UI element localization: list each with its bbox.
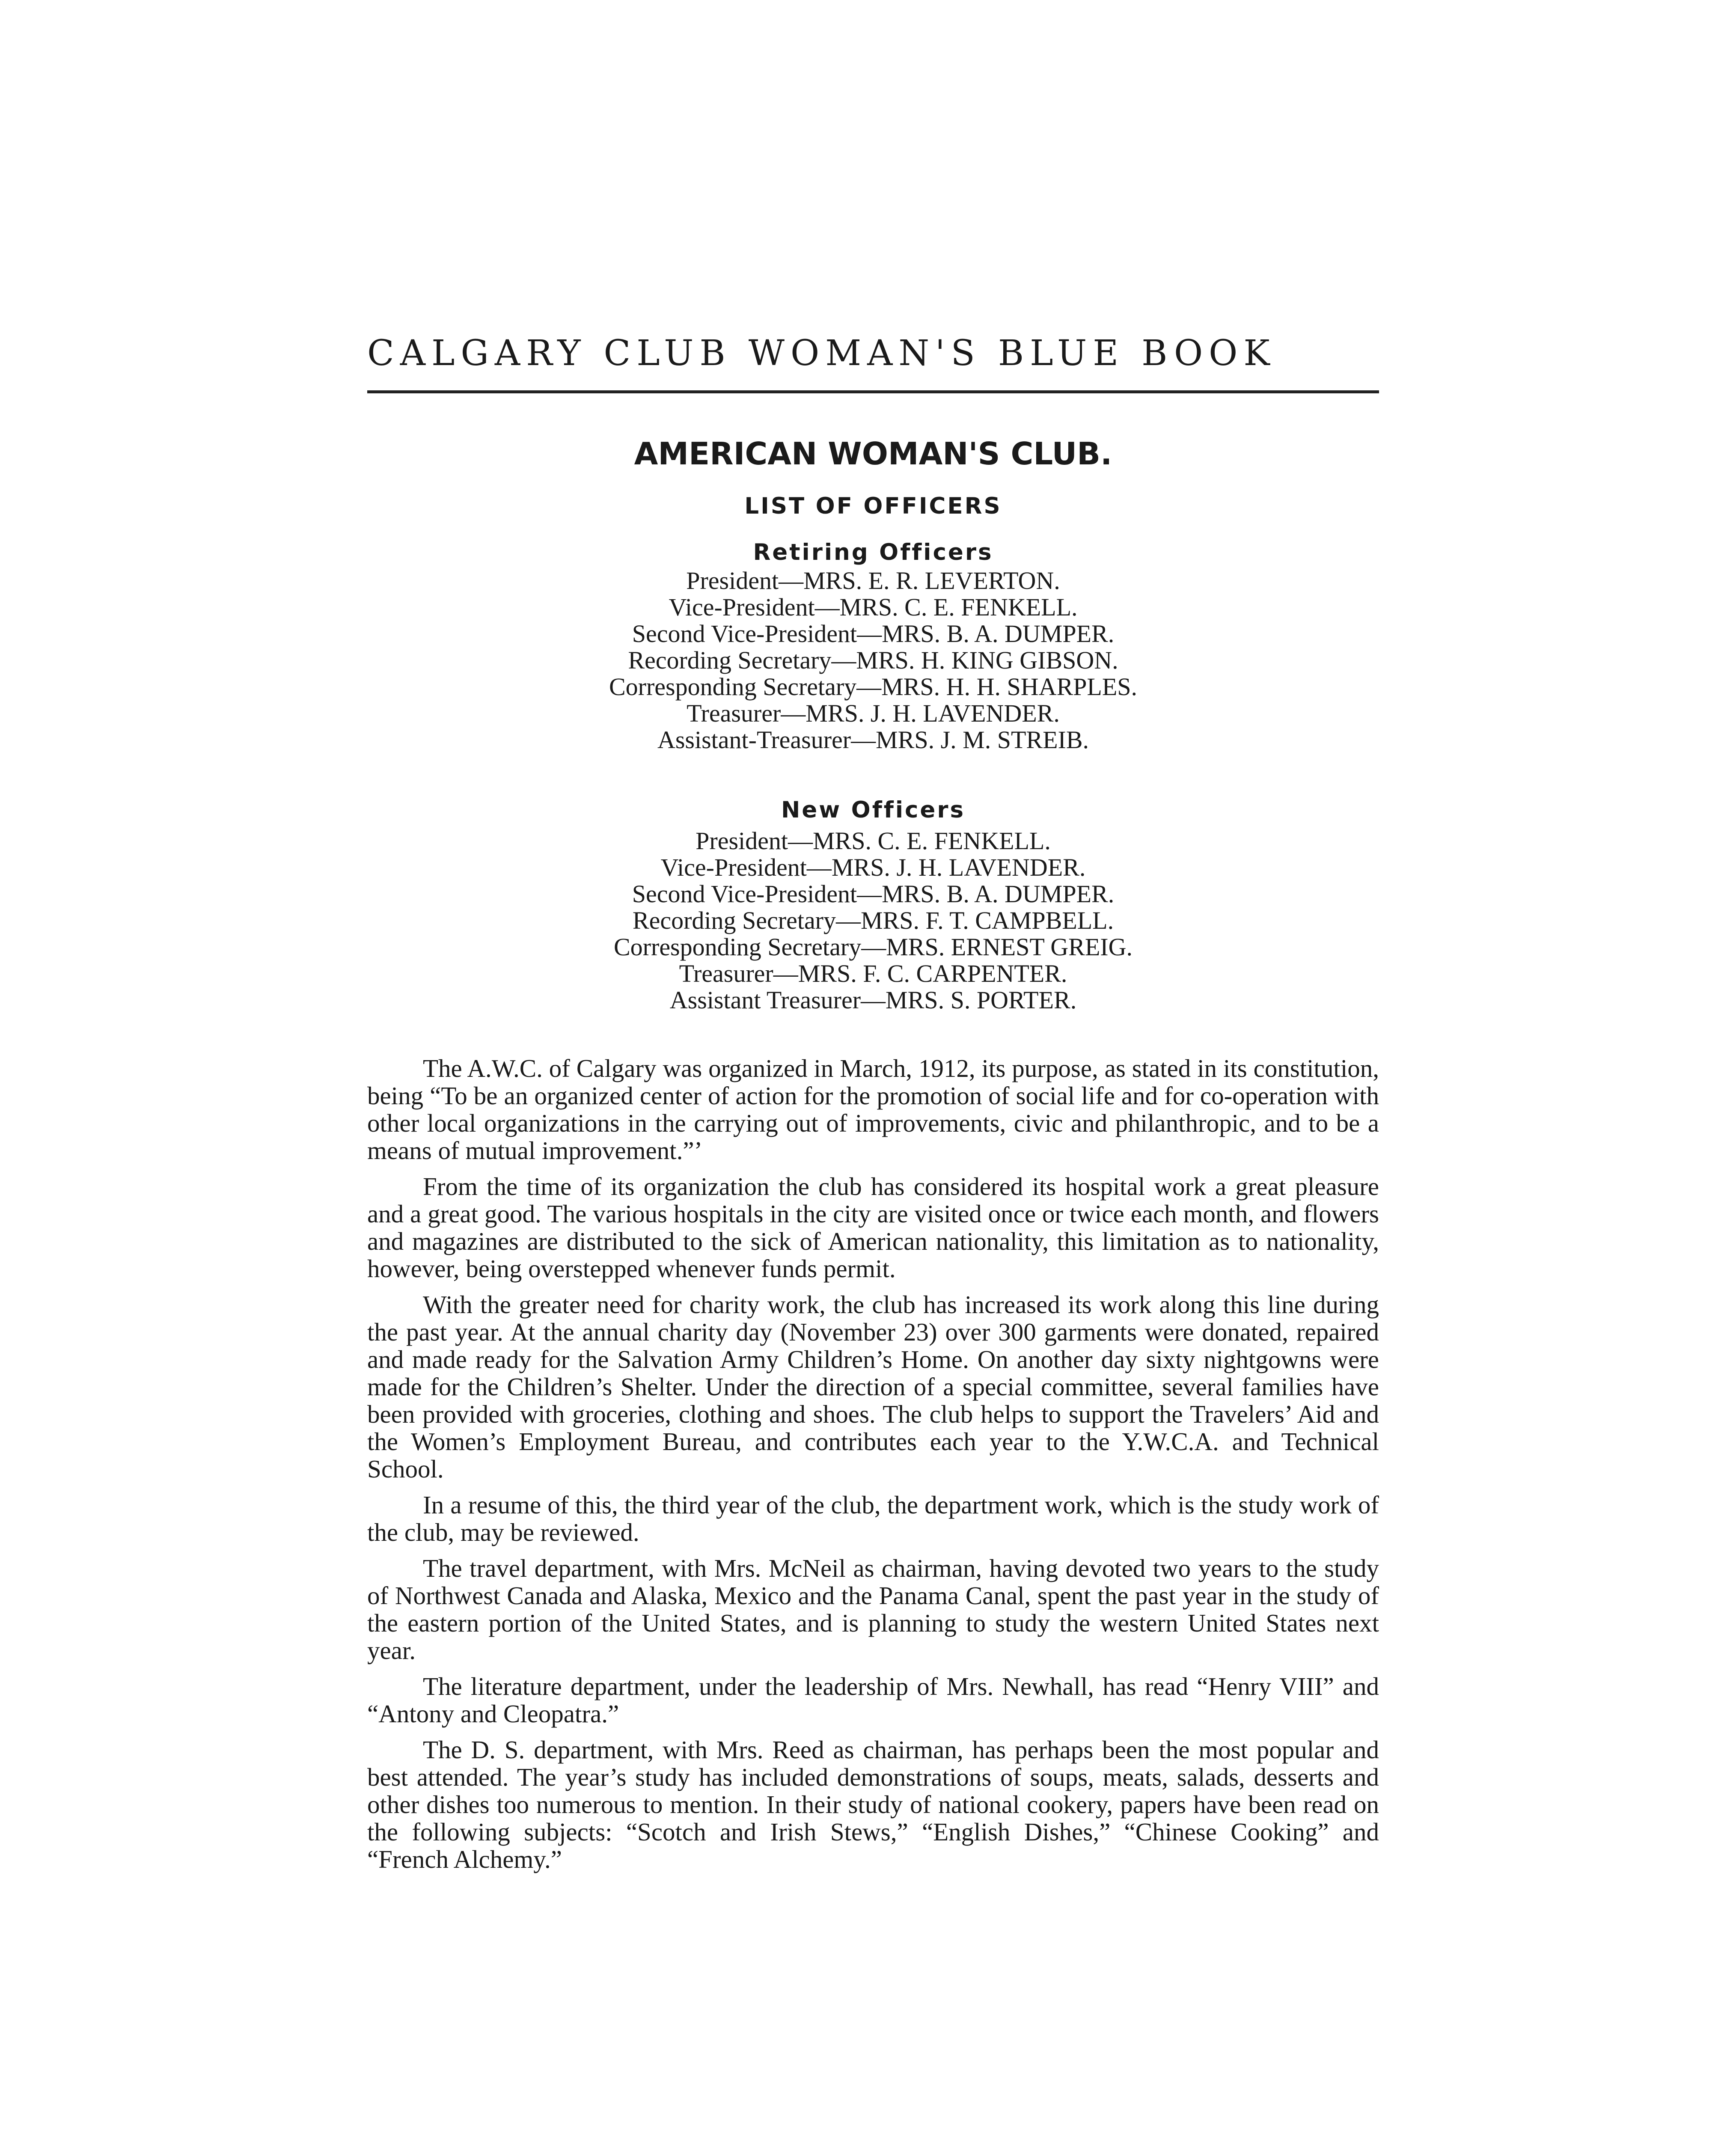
- club-title: AMERICAN WOMAN'S CLUB.: [634, 436, 1112, 472]
- running-header: CALGARY CLUB WOMAN'S BLUE BOOK: [367, 333, 1276, 374]
- officer-line: Treasurer—MRS. F. C. CARPENTER.: [679, 960, 1067, 987]
- officer-line: President—MRS. C. E. FENKELL.: [696, 827, 1051, 855]
- header-rule: [367, 390, 1379, 393]
- new-officers-list: [367, 828, 1379, 1014]
- officer-line: Corresponding Secretary—MRS. H. H. SHARPLES.: [609, 673, 1138, 701]
- paragraph: With the greater need for charity work, the club has increased its work along this line during the past year. At the annual charity day (November 23) over 300 garments were donated, repaired and made ready for the Salvation Army Children’s Home. On another day sixty nightgowns were made for the Children’s Shelter. Under the direction of a special committee, several families have been provided with groceries, clothing and shoes. The club helps to support the Travelers’ Aid and the Women’s Employment Bureau, and contributes each year to the Y.W.C.A. and Technical School.: [367, 1290, 1379, 1483]
- officer-line: President—MRS. E. R. LEVERTON.: [686, 567, 1060, 594]
- officer-line: Vice-President—MRS. C. E. FENKELL.: [669, 593, 1078, 621]
- officer-line: Second Vice-President—MRS. B. A. DUMPER.: [632, 620, 1115, 648]
- body-text: [367, 1055, 1379, 1881]
- paragraph: In a resume of this, the third year of the club, the department work, which is the study work of the club, may be reviewed.: [367, 1491, 1379, 1546]
- officer-line: Corresponding Secretary—MRS. ERNEST GREIG.: [614, 933, 1133, 961]
- new-officers-heading: New Officers: [781, 797, 966, 823]
- officer-line: Assistant-Treasurer—MRS. J. M. STREIB.: [657, 726, 1089, 754]
- retiring-officers-heading: Retiring Officers: [753, 539, 993, 565]
- officer-line: Recording Secretary—MRS. H. KING GIBSON.: [628, 646, 1118, 674]
- retiring-officers-list: [367, 568, 1379, 753]
- officer-line: Treasurer—MRS. J. H. LAVENDER.: [687, 699, 1060, 727]
- paragraph: The D. S. department, with Mrs. Reed as chairman, has perhaps been the most popular and best attended. The year’s study has included demonstrations of soups, meats, salads, desserts and other dishes too numerous to mention. In their study of national cookery, papers have been read on the following subjects: “Scotch and Irish Stews,” “English Dishes,” “Chinese Cooking” and “French Alchemy.”: [367, 1736, 1379, 1873]
- officer-line: Assistant Treasurer—MRS. S. PORTER.: [669, 986, 1077, 1014]
- officer-line: Vice-President—MRS. J. H. LAVENDER.: [660, 853, 1086, 881]
- officer-line: Recording Secretary—MRS. F. T. CAMPBELL.: [632, 907, 1114, 934]
- paragraph: The A.W.C. of Calgary was organized in March, 1912, its purpose, as stated in its constitution, being “To be an organized center of action for the promotion of social life and for co-operation with other local organizations in the carrying out of improvements, civic and philanthropic, and to be a means of mutual improvement.”’: [367, 1054, 1379, 1165]
- officer-line: Second Vice-President—MRS. B. A. DUMPER.: [632, 880, 1115, 908]
- paragraph: The travel department, with Mrs. McNeil as chairman, having devoted two years to the study of Northwest Canada and Alaska, Mexico and the Panama Canal, spent the past year in the study of the eastern portion of the United States, and is planning to study the western United States next year.: [367, 1554, 1379, 1664]
- paragraph: The literature department, under the leadership of Mrs. Newhall, has read “Henry VIII” and “Antony and Cleopatra.”: [367, 1672, 1379, 1728]
- list-of-officers-heading: LIST OF OFFICERS: [744, 493, 1002, 519]
- paragraph: From the time of its organization the club has considered its hospital work a great pleasure and a great good. The various hospitals in the city are visited once or twice each month, and flowers and magazines are distributed to the sick of American nationality, this limitation as to nationality, however, being overstepped whenever funds permit.: [367, 1172, 1379, 1283]
